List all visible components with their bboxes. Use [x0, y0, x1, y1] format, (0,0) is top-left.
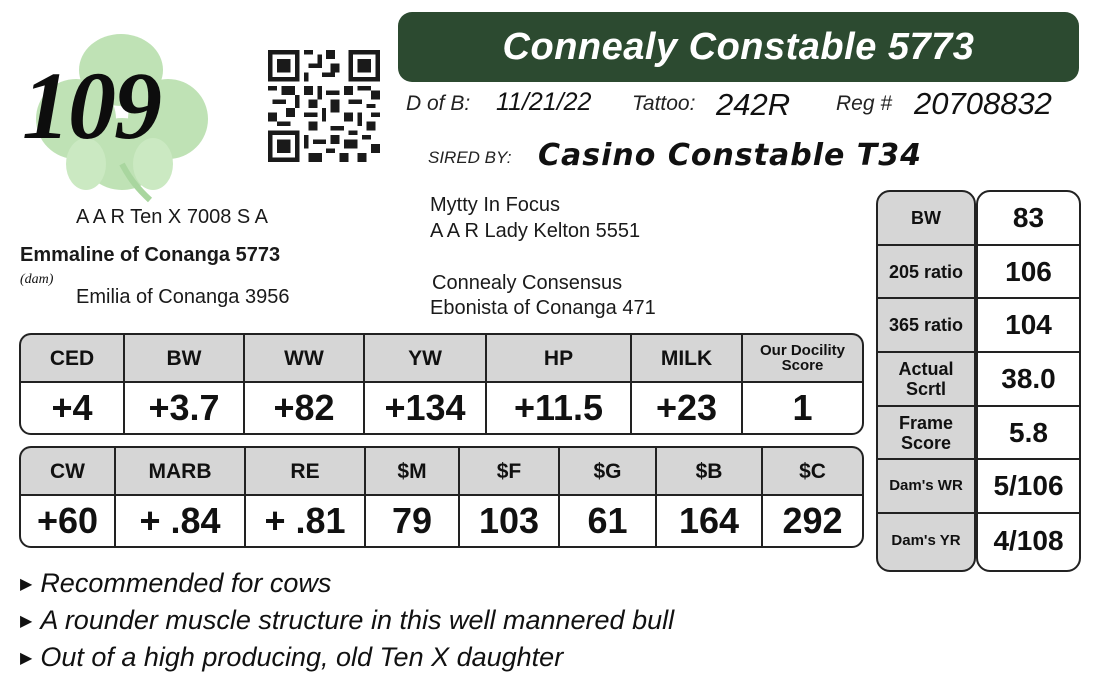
epd-header-ced: CED	[21, 335, 125, 381]
bullet-triangle-icon: ▶	[20, 613, 33, 630]
stat-label-dam-wr: Dam's WR	[878, 460, 974, 514]
stat-value-dam-wr: 5/106	[978, 460, 1079, 514]
stat-label-scrotal: Actual Scrtl	[878, 353, 974, 407]
epd-header-marb: MARB	[116, 448, 246, 494]
pedigree-sire-sire: Mytty In Focus	[430, 194, 561, 216]
epd-value-re: + .81	[246, 496, 366, 546]
comment-text: Recommended for cows	[40, 568, 332, 598]
stat-label-dam-yr: Dam's YR	[891, 531, 961, 549]
epd-header-c: $C	[799, 459, 826, 483]
epd-header-hp: HP	[487, 335, 632, 381]
comment-text: A rounder muscle structure in this well mannered bull	[40, 605, 675, 635]
sired-by-label: SIRED BY:	[428, 148, 512, 167]
sire-name: Casino Constable T34	[538, 138, 922, 173]
epd-value-bw: +3.7	[125, 383, 245, 433]
stat-label-365: 365 ratio	[878, 299, 974, 353]
epd-value-milk: +23	[632, 383, 743, 433]
stat-value-frame: 5.8	[978, 407, 1079, 461]
epd-value-ced: +4	[21, 383, 125, 433]
stat-label-205: 205 ratio	[878, 246, 974, 300]
epd-table-1	[19, 333, 864, 435]
epd-value-docility: 1	[792, 387, 813, 428]
stats-values-column	[976, 190, 1081, 572]
epd-header-docility: Our Docility Score	[759, 342, 845, 374]
pedigree-dam-tag: (dam)	[20, 272, 54, 287]
epd-table-1-header	[19, 333, 864, 381]
stat-value-scrotal: 38.0	[978, 353, 1079, 407]
dob-value: 11/21/22	[496, 88, 592, 116]
animal-name: Connealy Constable 5773	[502, 25, 975, 68]
bullet-triangle-icon: ▶	[20, 650, 33, 667]
qr-code-icon	[268, 50, 380, 162]
dob-label: D of B:	[406, 92, 471, 115]
bullet-triangle-icon: ▶	[20, 576, 33, 593]
epd-header-m: $M	[366, 448, 460, 494]
lot-number: 109	[22, 52, 160, 159]
pedigree-sire2-sire: Connealy Consensus	[432, 272, 623, 294]
pedigree-dam-dam: Emilia of Conanga 3956	[76, 286, 290, 308]
epd-value-ww: +82	[245, 383, 365, 433]
epd-header-cw: CW	[21, 448, 116, 494]
pedigree-dam-sire: A A R Ten X 7008 S A	[76, 206, 269, 228]
epd-value-cw: +60	[21, 496, 116, 546]
epd-table-2-values	[19, 494, 864, 548]
reg-label: Reg #	[836, 92, 893, 115]
stat-label-bw: BW	[878, 192, 974, 246]
epd-table-2-header	[19, 446, 864, 494]
epd-value-marb: + .84	[116, 496, 246, 546]
epd-value-g: 61	[560, 496, 657, 546]
pedigree-sire2-dam: Ebonista of Conanga 471	[430, 297, 656, 319]
epd-header-g: $G	[560, 448, 657, 494]
epd-value-f: 103	[460, 496, 560, 546]
tattoo-value: 242R	[716, 87, 791, 122]
epd-table-1-values	[19, 381, 864, 435]
comment-1	[20, 568, 331, 599]
epd-header-re: RE	[246, 448, 366, 494]
epd-value-hp: +11.5	[487, 383, 632, 433]
stat-label-frame: Frame Score	[878, 407, 974, 461]
epd-header-yw: YW	[365, 335, 487, 381]
stat-value-365: 104	[978, 299, 1079, 353]
stat-value-dam-yr: 4/108	[993, 524, 1064, 556]
comment-text: Out of a high producing, old Ten X daughter	[40, 642, 564, 672]
epd-header-milk: MILK	[632, 335, 743, 381]
epd-value-c: 292	[782, 500, 843, 541]
stat-value-bw: 83	[978, 192, 1079, 246]
stats-table	[876, 190, 1081, 572]
epd-header-f: $F	[460, 448, 560, 494]
epd-value-m: 79	[366, 496, 460, 546]
comment-3	[20, 642, 563, 673]
title-banner	[398, 12, 1079, 82]
epd-header-b: $B	[657, 448, 763, 494]
comment-2	[20, 605, 674, 636]
epd-table-2	[19, 446, 864, 548]
epd-header-bw: BW	[125, 335, 245, 381]
pedigree-dam: Emmaline of Conanga 5773	[20, 244, 281, 266]
tattoo-label: Tattoo:	[632, 92, 696, 115]
epd-value-yw: +134	[365, 383, 487, 433]
epd-value-b: 164	[657, 496, 763, 546]
reg-value: 20708832	[914, 86, 1052, 121]
stat-value-205: 106	[978, 246, 1079, 300]
stats-labels-column	[876, 190, 976, 572]
epd-header-ww: WW	[245, 335, 365, 381]
pedigree-sire-dam: A A R Lady Kelton 5551	[430, 220, 641, 242]
